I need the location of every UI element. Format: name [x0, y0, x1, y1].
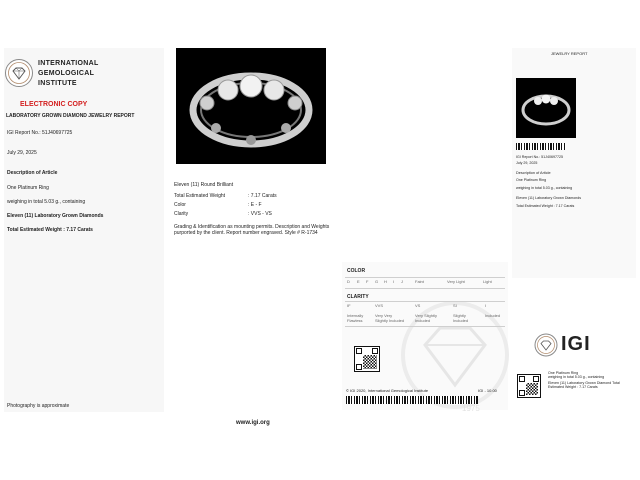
jewelry-report-tag: JEWELRY REPORT	[551, 51, 588, 56]
card-line2: weighing in total 5.03 g., containing	[548, 375, 605, 379]
color-word: Light	[483, 279, 492, 284]
color-letter: E	[357, 279, 360, 284]
card-line1: One Platinum Ring	[548, 371, 579, 375]
lab-name-line2: GEMOLOGICAL	[38, 70, 95, 77]
clarity-grade: VVS	[375, 303, 384, 308]
igi-seal-logo	[4, 58, 34, 88]
color-word: Very Light	[447, 279, 465, 284]
mini-ring-image	[516, 78, 576, 138]
article-line3: Eleven (11) Laboratory Grown Diamonds	[7, 213, 104, 219]
color-letter: G	[375, 279, 379, 284]
grading-row-color-label: Color	[174, 202, 186, 208]
mini-line3: Eleven (11) Laboratory Grown Diamonds	[516, 196, 582, 200]
ring-photo	[176, 48, 326, 164]
color-scale	[345, 279, 505, 287]
electronic-copy-label: ELECTRONIC COPY	[20, 101, 88, 108]
article-line2: weighing in total 5.03 g., containing	[7, 199, 86, 205]
color-scale-heading: COLOR	[347, 268, 366, 274]
card-qr-code[interactable]	[517, 374, 541, 398]
mini-line2: weighing in total 5.03 g., containing	[516, 186, 573, 190]
ring-image	[176, 48, 326, 164]
clarity-scale-heading: CLARITY	[347, 294, 369, 300]
grading-row-clarity-label: Clarity	[174, 211, 189, 217]
igi-seal-small	[534, 333, 558, 357]
clarity-grade: VS	[415, 303, 421, 308]
card-line3: Eleven (11) Laboratory Grown Diamond Total	[548, 381, 620, 385]
mini-line1: One Platinum Ring	[516, 178, 547, 182]
report-type-title: LABORATORY GROWN DIAMOND JEWELRY REPORT	[6, 113, 135, 119]
footer-barcode	[346, 396, 478, 404]
report-date: July 29, 2025	[7, 150, 37, 156]
grading-row-weight-label: Total Estimated Weight	[174, 193, 226, 199]
igi-logo-text: IGI	[561, 333, 591, 355]
clarity-grade: SI	[453, 303, 457, 308]
footer-form-code: IGI - 10.00	[478, 388, 497, 393]
grading-comment: Grading & Identification as mounting permits. Description and Weights purported by the client. Report number engraved. Style # R-1734	[174, 224, 330, 236]
total-weight-line: Total Estimated Weight : 7.17 Carats	[7, 227, 93, 233]
color-letter: I	[393, 279, 395, 284]
color-letter: D	[347, 279, 350, 284]
grading-row-clarity-value: : VVS - VS	[248, 211, 272, 217]
card-line4: Estimated Weight : 7.17 Carats	[548, 385, 598, 389]
clarity-word: Internally Flawless	[347, 313, 364, 323]
lab-name-line1: INTERNATIONAL	[38, 60, 99, 67]
clarity-grade: IF	[347, 303, 351, 308]
grading-row-color-value: : E - F	[248, 202, 262, 208]
mini-description-heading: Description of Article	[516, 171, 551, 175]
mini-line4: Total Estimated Weight : 7.17 Carats	[516, 204, 575, 208]
clarity-word: Included	[485, 313, 501, 318]
website: www.igi.org	[236, 420, 270, 426]
grading-shape: Eleven (11) Round Brilliant	[174, 182, 234, 188]
qr-code[interactable]	[354, 346, 380, 372]
color-letter: J	[401, 279, 403, 284]
clarity-grade: I	[485, 303, 487, 308]
article-line1: One Platinum Ring	[7, 185, 49, 191]
clarity-word: Very Slightly Included	[415, 313, 438, 323]
color-letter: H	[384, 279, 387, 284]
report-number: IGI Report No.: 51J40697725	[7, 130, 73, 136]
mini-date: July 29, 2025	[516, 161, 538, 165]
color-word: Faint	[415, 279, 424, 284]
mini-ring-photo	[516, 78, 576, 138]
clarity-scale	[345, 303, 505, 323]
watermark-year: 1975	[462, 404, 480, 413]
description-heading: Description of Article	[7, 170, 58, 176]
grading-row-weight-value: : 7.17 Carats	[248, 193, 277, 199]
clarity-word: Slightly Included	[453, 313, 469, 323]
color-letter: F	[366, 279, 369, 284]
lab-name-line3: INSTITUTE	[38, 80, 77, 87]
mini-barcode	[516, 143, 566, 150]
mini-report-number: IGI Report No.: 51J40697725	[516, 155, 563, 159]
footer-copyright: © IGI 2020, International Gemological Institute	[346, 388, 429, 393]
clarity-word: Very Very Slightly Included	[375, 313, 405, 323]
photo-note: Photography is approximate	[7, 403, 70, 409]
